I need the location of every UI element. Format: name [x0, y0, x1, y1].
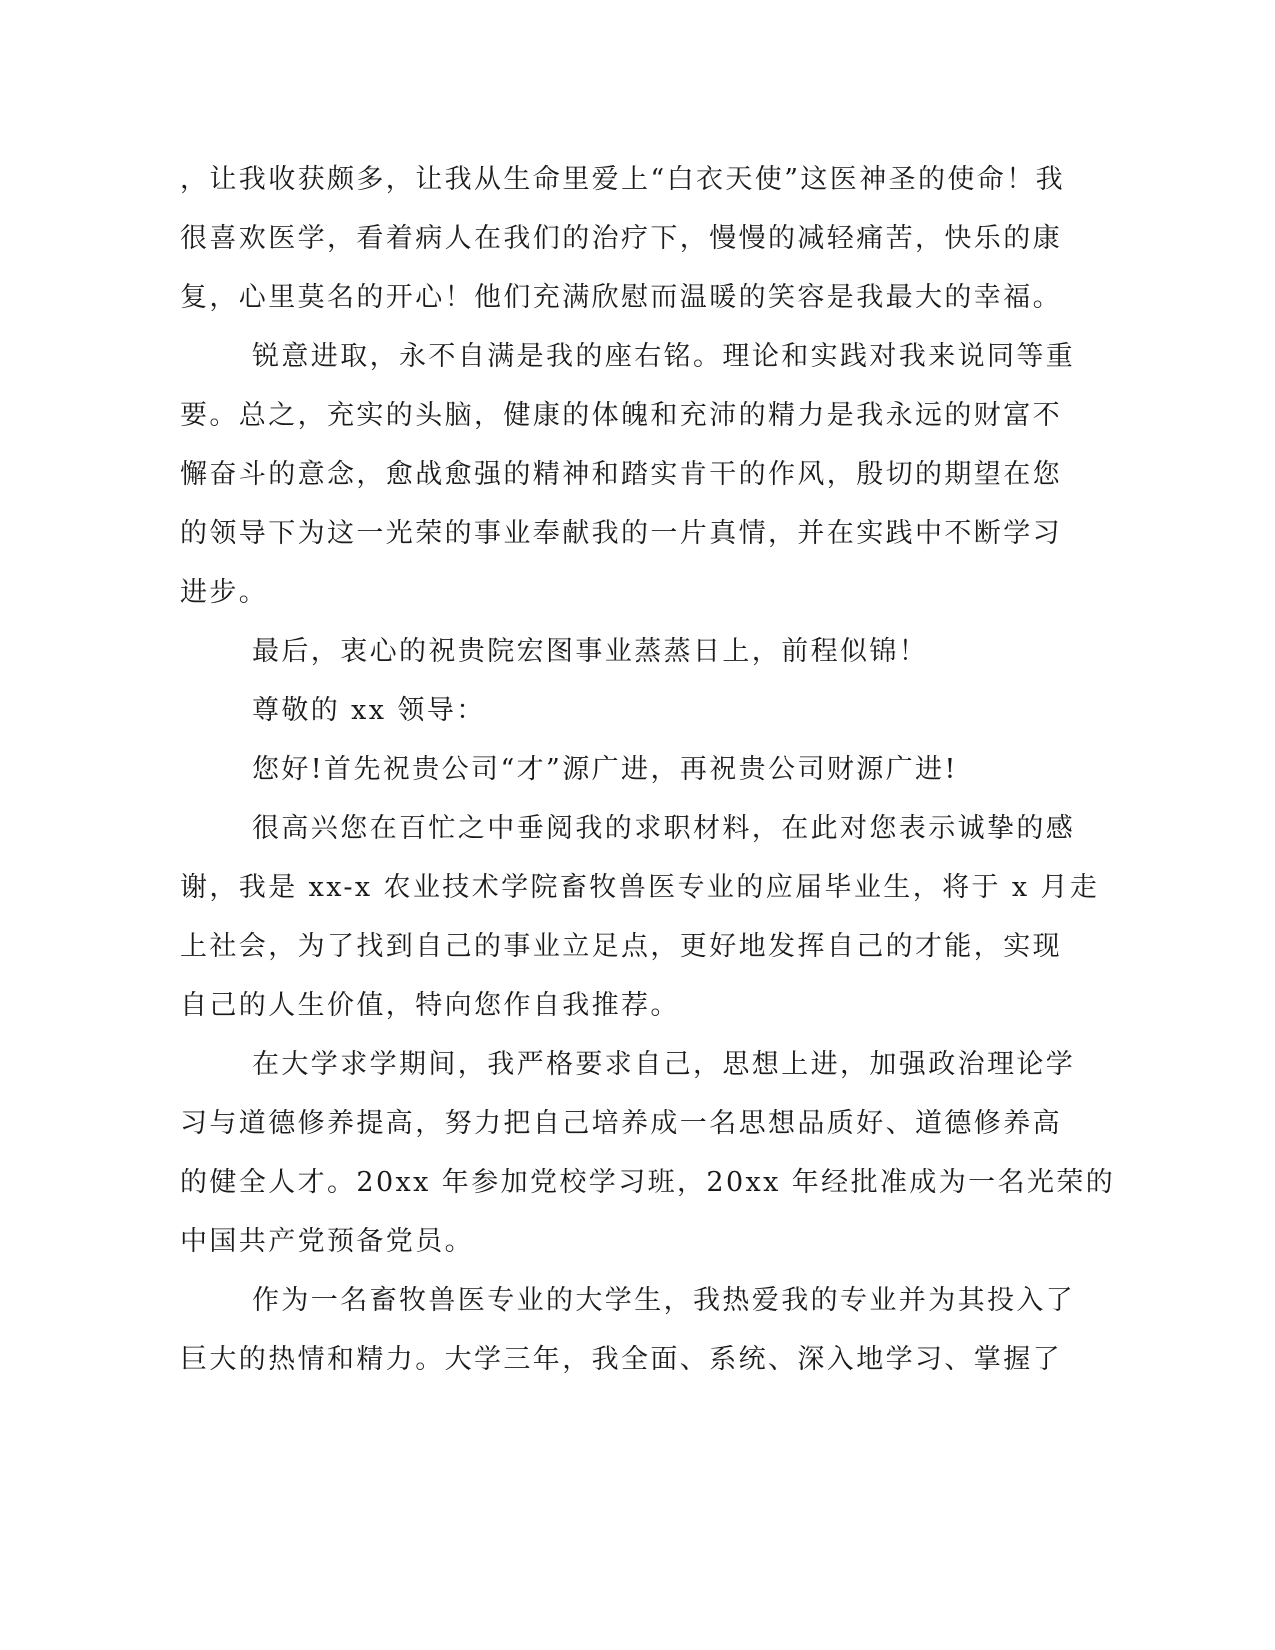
salutation: 尊敬的 xx 领导： — [252, 695, 486, 726]
paragraph-first-line: 锐意进取，永不自满是我的座右铭。理论和实践对我来说同等重 — [252, 341, 1076, 372]
text-line: 习与道德修养提高，努力把自己培养成一名思想品质好、道德修养高 — [180, 1108, 1062, 1139]
text-line: 懈奋斗的意念，愈战愈强的精神和踏实肯干的作风，殷切的期望在您 — [180, 459, 1062, 490]
text-line: 自己的人生价值，特向您作自我推荐。 — [180, 990, 680, 1021]
paragraph-first-line: 很高兴您在百忙之中垂阅我的求职材料，在此对您表示诚挚的感 — [252, 813, 1076, 844]
text-line: 复，心里莫名的开心！他们充满欣慰而温暖的笑容是我最大的幸福。 — [180, 282, 1062, 313]
text-line: 要。总之，充实的头脑，健康的体魄和充沛的精力是我永远的财富不 — [180, 400, 1062, 431]
text-line: 谢，我是 xx-x 农业技术学院畜牧兽医专业的应届毕业生，将于 x 月走 — [180, 872, 1100, 903]
text-line: 上社会，为了找到自己的事业立足点，更好地发挥自己的才能，实现 — [180, 931, 1062, 962]
greeting-line: 您好!首先祝贵公司“才”源广进，再祝贵公司财源广进! — [252, 754, 958, 785]
text-line: 的健全人才。20xx 年参加党校学习班，20xx 年经批准成为一名光荣的 — [180, 1167, 1116, 1198]
text-line: 很喜欢医学，看着病人在我们的治疗下，慢慢的减轻痛苦，快乐的康 — [180, 223, 1062, 254]
text-line: 巨大的热情和精力。大学三年，我全面、系统、深入地学习、掌握了 — [180, 1344, 1062, 1375]
paragraph-first-line: 作为一名畜牧兽医专业的大学生，我热爱我的专业并为其投入了 — [252, 1285, 1076, 1316]
text-line: 的领导下为这一光荣的事业奉献我的一片真情，并在实践中不断学习 — [180, 518, 1062, 549]
text-line: ，让我收获颇多，让我从生命里爱上“白衣天使”这医神圣的使命！我 — [180, 164, 1066, 195]
paragraph-first-line: 最后，衷心的祝贵院宏图事业蒸蒸日上，前程似锦！ — [252, 636, 929, 667]
text-line: 中国共产党预备党员。 — [180, 1226, 474, 1257]
paragraph-first-line: 在大学求学期间，我严格要求自己，思想上进，加强政治理论学 — [252, 1049, 1076, 1080]
text-line: 进步。 — [180, 577, 269, 608]
